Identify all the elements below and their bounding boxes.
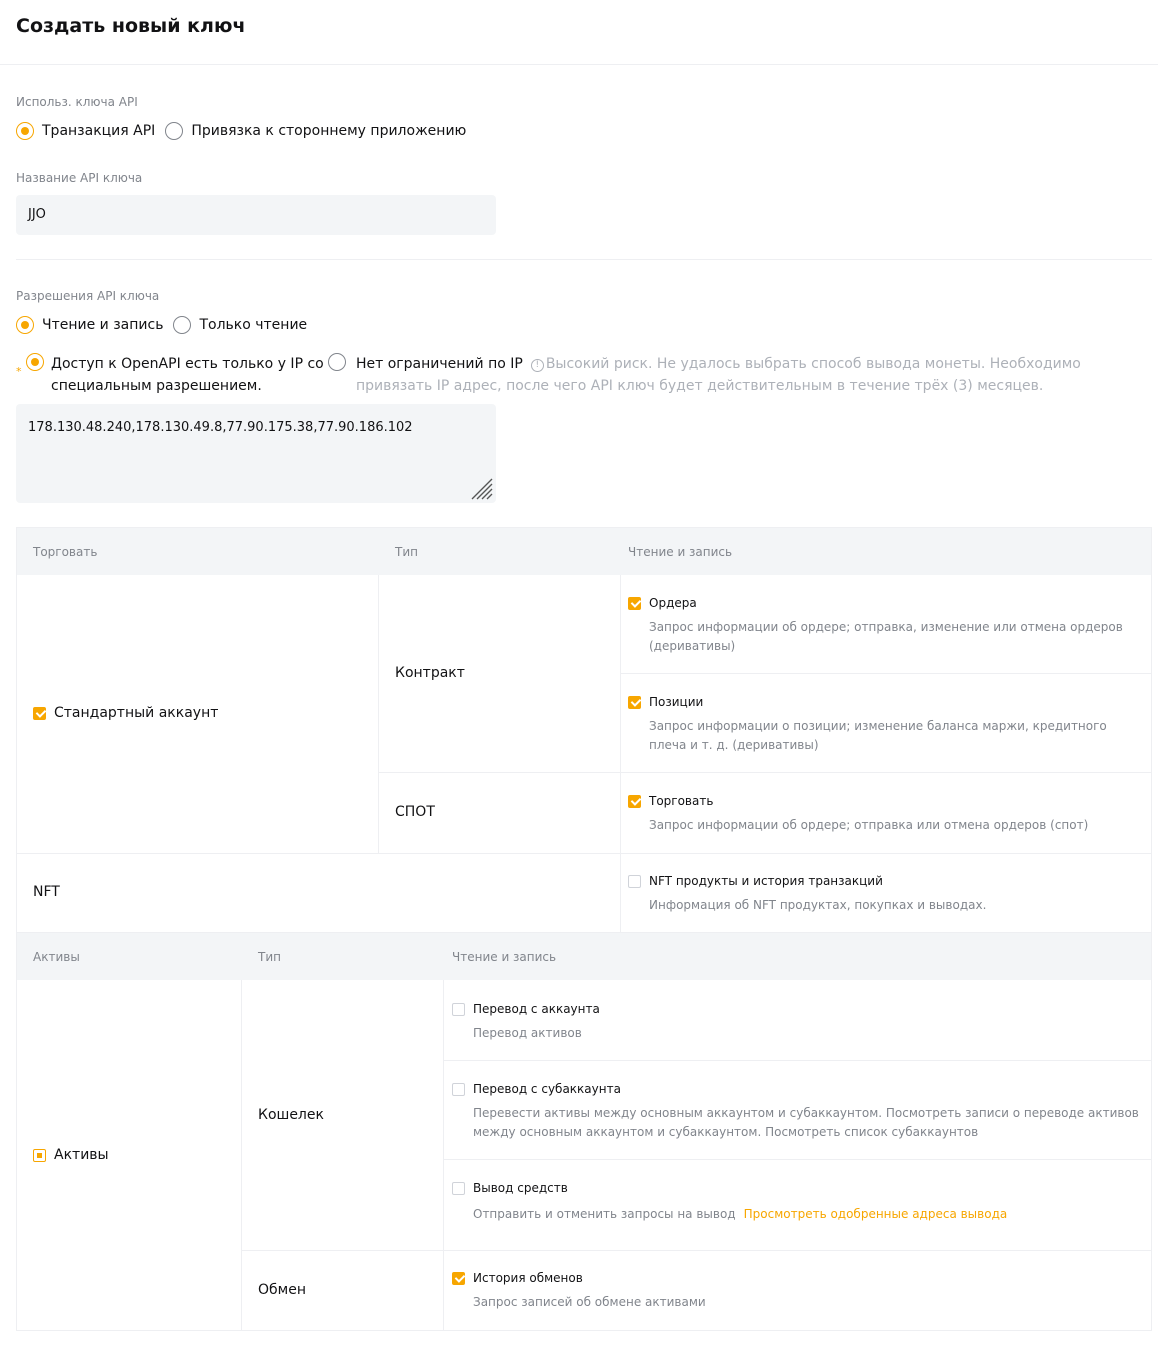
perm-orders [628, 596, 1138, 656]
perm-spot-trade [628, 794, 1138, 835]
type-nft: NFT [33, 884, 60, 900]
header-read-write: Чтение и запись [628, 545, 733, 559]
perm-nft [628, 874, 1138, 915]
perm-title: NFT продукты и история транзакций [649, 874, 883, 888]
permission-option-label: Чтение и запись [42, 317, 164, 333]
perm-title: Торговать [649, 794, 714, 808]
header-read-write: Чтение и запись [452, 950, 557, 964]
standard-account-checkbox[interactable] [33, 705, 218, 721]
table-header [17, 933, 1151, 980]
withdraw-checkbox[interactable] [452, 1181, 1142, 1195]
radio-selected-icon [16, 122, 34, 140]
usage-option-transaction[interactable] [16, 122, 155, 140]
trade-permissions-table [16, 527, 1152, 933]
radio-unselected-icon [165, 122, 183, 140]
type-spot: СПОТ [395, 804, 435, 820]
type-wallet: Кошелек [258, 1107, 324, 1123]
ip-option-restricted[interactable] [26, 353, 326, 397]
usage-label: Использ. ключа API [16, 95, 138, 109]
checkbox-unchecked-icon [452, 1182, 465, 1195]
perm-desc: Информация об NFT продуктах, покупках и выводах. [649, 898, 987, 912]
ip-option-unrestricted[interactable] [328, 353, 1152, 397]
ip-list-value: 178.130.48.240,178.130.49.8,77.90.175.38,77.90.186.102 [28, 420, 413, 435]
checkbox-checked-icon [628, 597, 641, 610]
page-title: Создать новый ключ [16, 15, 246, 37]
row-divider [17, 853, 1152, 854]
checkbox-checked-icon [628, 696, 641, 709]
required-mark: * [16, 365, 22, 378]
checkbox-partial-icon [33, 1149, 46, 1162]
page-header [0, 0, 1158, 65]
row-divider [444, 1060, 1152, 1061]
checkbox-unchecked-icon [452, 1083, 465, 1096]
perm-subaccount-transfer [452, 1082, 1142, 1142]
subaccount-transfer-checkbox[interactable] [452, 1082, 1142, 1096]
type-contract: Контракт [395, 665, 465, 681]
perm-desc: Перевести активы между основным аккаунтом и субаккаунтом. Посмотреть записи о переводе активов между основным аккаунтом и субаккаунтом. Посмотреть список субаккаунтов [473, 1106, 1139, 1139]
column-divider [443, 980, 444, 1330]
perm-title: Перевод с субаккаунта [473, 1082, 621, 1096]
permissions-label: Разрешения API ключа [16, 289, 160, 303]
perm-desc: Отправить и отменить запросы на вывод [473, 1207, 736, 1221]
perm-desc: Запрос информации об ордере; отправка или отмена ордеров (спот) [649, 818, 1089, 832]
usage-option-label: Привязка к стороннему приложению [191, 123, 467, 139]
radio-unselected-icon [173, 316, 191, 334]
standard-account-label: Стандартный аккаунт [54, 705, 219, 721]
permission-option-label: Только чтение [199, 317, 308, 333]
perm-desc: Запрос информации об ордере; отправка, изменение или отмена ордеров (деривативы) [649, 620, 1123, 653]
row-divider [242, 1250, 1152, 1251]
assets-permissions-table [16, 933, 1152, 1331]
usage-option-label: Транзакция API [42, 123, 156, 139]
permission-option-read-write[interactable] [16, 316, 163, 334]
perm-title: Позиции [649, 695, 704, 709]
checkbox-unchecked-icon [628, 875, 641, 888]
checkbox-unchecked-icon [452, 1003, 465, 1016]
exchange-history-checkbox[interactable] [452, 1271, 1142, 1285]
header-type: Тип [395, 545, 418, 559]
ip-warning-text: Высокий риск. Не удалось выбрать способ вывода монеты. Необходимо привязать IP адрес, после чего API ключ будет действительным в течение трёх (3) месяцев. [356, 356, 1081, 394]
perm-exchange-history [452, 1271, 1142, 1312]
table-header [17, 528, 1151, 575]
perm-title: Перевод с аккаунта [473, 1002, 600, 1016]
account-transfer-checkbox[interactable] [452, 1002, 1142, 1016]
section-divider [16, 259, 1152, 260]
radio-selected-icon [16, 316, 34, 334]
key-name-label: Название API ключа [16, 171, 143, 185]
perm-title: Ордера [649, 596, 697, 610]
perm-desc: Запрос информации о позиции; изменение баланса маржи, кредитного плеча и т. д. (деривативы) [649, 719, 1107, 752]
radio-unselected-icon [328, 353, 346, 371]
usage-option-third-party[interactable] [165, 122, 466, 140]
perm-withdraw [452, 1181, 1142, 1224]
header-type: Тип [258, 950, 281, 964]
ip-option-label: Доступ к OpenAPI есть только у IP со специальным разрешением. [51, 356, 324, 394]
perm-title: Вывод средств [473, 1181, 568, 1195]
row-divider [621, 673, 1152, 674]
permissions-radio-group [16, 314, 317, 336]
assets-checkbox[interactable] [33, 1147, 109, 1163]
row-divider [379, 772, 1152, 773]
approved-addresses-link[interactable]: Просмотреть одобренные адреса вывода [743, 1207, 1008, 1221]
perm-desc: Запрос записей об обмене активами [473, 1295, 706, 1309]
ip-list-textarea[interactable] [16, 404, 496, 503]
assets-label: Активы [54, 1147, 109, 1163]
checkbox-checked-icon [452, 1272, 465, 1285]
perm-desc: Перевод активов [473, 1026, 582, 1040]
column-divider [241, 980, 242, 1330]
spot-trade-checkbox[interactable] [628, 794, 1138, 808]
positions-checkbox[interactable] [628, 695, 1138, 709]
ip-access-group [16, 353, 1152, 399]
checkbox-checked-icon [33, 707, 46, 720]
column-divider [378, 575, 379, 853]
checkbox-checked-icon [628, 795, 641, 808]
perm-title: История обменов [473, 1271, 583, 1285]
row-divider [444, 1159, 1152, 1160]
orders-checkbox[interactable] [628, 596, 1138, 610]
type-exchange: Обмен [258, 1282, 306, 1298]
permission-option-read-only[interactable] [173, 316, 307, 334]
perm-account-transfer [452, 1002, 1142, 1043]
nft-checkbox[interactable] [628, 874, 1138, 888]
usage-radio-group [16, 120, 476, 142]
radio-selected-icon [26, 353, 44, 371]
header-assets: Активы [33, 950, 80, 964]
ip-option-label: Нет ограничений по IP [356, 356, 523, 372]
resize-handle-icon[interactable] [469, 476, 493, 500]
key-name-input[interactable] [16, 195, 496, 235]
warning-icon: ! [531, 359, 544, 372]
column-divider [620, 575, 621, 933]
header-trade: Торговать [33, 545, 98, 559]
key-name-value: JJO [28, 207, 46, 222]
perm-positions [628, 695, 1138, 755]
